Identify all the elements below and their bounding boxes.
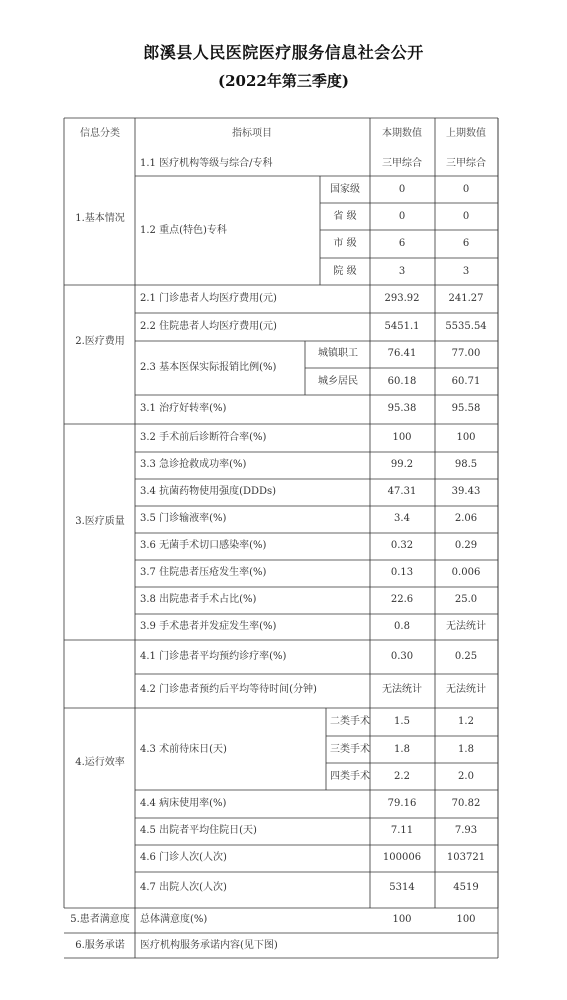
value-previous: 100 (456, 914, 476, 925)
item-3-2: 3.2 手术前后诊断符合率(%) (140, 432, 267, 443)
value-previous: 2.06 (454, 513, 478, 524)
value-current: 293.92 (384, 293, 420, 304)
value-previous: 无法统计 (446, 621, 486, 632)
value-previous: 0.29 (454, 540, 478, 551)
item-5: 总体满意度(%) (140, 914, 208, 925)
item-3-6: 3.6 无菌手术切口感染率(%) (140, 540, 267, 551)
item-4-1: 4.1 门诊患者平均预约诊疗率(%) (140, 651, 287, 662)
sub-label: 城乡居民 (318, 376, 358, 387)
value-previous: 100 (456, 432, 476, 443)
category-efficiency: 4.运行效率 (75, 757, 125, 768)
header-item: 指标项目 (232, 128, 272, 139)
item-3-5: 3.5 门诊输液率(%) (140, 513, 227, 524)
value-current: 100 (392, 432, 412, 443)
header-previous: 上期数值 (446, 128, 486, 139)
value-current: 1.5 (394, 716, 410, 727)
value-current: 0.13 (390, 567, 414, 578)
category-basic: 1.基本情况 (75, 213, 125, 224)
value-current: 47.31 (387, 486, 417, 497)
value-current: 1.8 (394, 744, 410, 755)
value-current: 95.38 (387, 403, 417, 414)
value-previous: 4519 (453, 882, 479, 893)
page-title: 郎溪县人民医院医疗服务信息社会公开 (143, 43, 424, 62)
category-commitment: 6.服务承诺 (75, 940, 125, 951)
item-4-2: 4.2 门诊患者预约后平均等待时间(分钟) (140, 684, 317, 695)
value-previous: 25.0 (454, 594, 478, 605)
value-previous: 无法统计 (446, 684, 486, 695)
value-current: 79.16 (387, 798, 417, 809)
item-2-2: 2.2 住院患者人均医疗费用(元) (140, 321, 277, 332)
value-current: 3.4 (394, 513, 410, 524)
category-cost: 2.医疗费用 (75, 336, 125, 347)
header-category: 信息分类 (80, 128, 120, 139)
sub-label: 城镇职工 (318, 348, 358, 359)
sub-label: 三类手术 (330, 744, 370, 755)
value-previous: 6 (462, 238, 470, 249)
page-subtitle: (2022年第三季度) (218, 72, 349, 90)
item-4-5: 4.5 出院者平均住院日(天) (140, 825, 257, 836)
value-current: 2.2 (394, 771, 410, 782)
value-current: 0 (398, 184, 406, 195)
sub-label: 市 级 (333, 238, 357, 249)
value-current: 0.30 (390, 651, 414, 662)
value-current: 7.11 (390, 825, 414, 836)
sub-label: 院 级 (333, 266, 357, 277)
item-6: 医疗机构服务承诺内容(见下图) (140, 940, 278, 951)
value-current: 60.18 (387, 376, 417, 387)
item-1-2: 1.2 重点(特色)专科 (140, 225, 227, 236)
value-previous: 95.58 (451, 403, 481, 414)
value-current: 100006 (382, 852, 422, 863)
value-current: 99.2 (390, 459, 414, 470)
category-quality: 3.医疗质量 (75, 516, 125, 527)
value-current: 100 (392, 914, 412, 925)
item-3-7: 3.7 住院患者压疮发生率(%) (140, 567, 267, 578)
value-previous: 3 (462, 266, 470, 277)
value-previous: 39.43 (451, 486, 481, 497)
value-current: 6 (398, 238, 406, 249)
sub-label: 四类手术 (330, 771, 370, 782)
item-3-1: 3.1 治疗好转率(%) (140, 403, 227, 414)
previous-grade: 三甲综合 (446, 158, 486, 169)
value-previous: 60.71 (451, 376, 481, 387)
value-current: 22.6 (390, 594, 414, 605)
current-grade: 三甲综合 (382, 158, 422, 169)
value-previous: 2.0 (458, 771, 474, 782)
value-previous: 0.006 (451, 567, 481, 578)
value-previous: 0 (462, 211, 470, 222)
value-current: 0 (398, 211, 406, 222)
value-previous: 0.25 (454, 651, 478, 662)
value-previous: 1.2 (458, 716, 474, 727)
value-current: 0.8 (394, 621, 410, 632)
value-previous: 241.27 (448, 293, 484, 304)
item-1-1: 1.1 医疗机构等级与综合/专科 (140, 158, 273, 169)
value-current: 无法统计 (382, 684, 422, 695)
sub-label: 国家级 (330, 184, 360, 195)
value-previous: 0 (462, 184, 470, 195)
item-4-3: 4.3 术前待床日(天) (140, 744, 227, 755)
value-previous: 103721 (446, 852, 486, 863)
value-current: 3 (398, 266, 406, 277)
item-3-8: 3.8 出院患者手术占比(%) (140, 594, 257, 605)
value-current: 76.41 (387, 348, 417, 359)
header-current: 本期数值 (382, 128, 422, 139)
value-previous: 98.5 (454, 459, 478, 470)
value-current: 5314 (389, 882, 415, 893)
item-4-6: 4.6 门诊人次(人次) (140, 852, 227, 863)
value-previous: 77.00 (451, 348, 481, 359)
category-satisfaction: 5.患者满意度 (70, 914, 130, 925)
item-3-4: 3.4 抗菌药物使用强度(DDDs) (140, 486, 277, 497)
value-current: 5451.1 (384, 321, 420, 332)
item-4-7: 4.7 出院人次(人次) (140, 882, 227, 893)
sub-label: 省 级 (333, 211, 357, 222)
value-previous: 70.82 (451, 798, 481, 809)
sub-label: 二类手术 (330, 716, 370, 727)
value-previous: 5535.54 (445, 321, 487, 332)
item-3-9: 3.9 手术患者并发症发生率(%) (140, 621, 277, 632)
item-3-3: 3.3 急诊抢救成功率(%) (140, 459, 247, 470)
item-4-4: 4.4 病床使用率(%) (140, 798, 227, 809)
item-2-3: 2.3 基本医保实际报销比例(%) (140, 362, 277, 373)
item-2-1: 2.1 门诊患者人均医疗费用(元) (140, 293, 277, 304)
value-current: 0.32 (390, 540, 414, 551)
value-previous: 7.93 (454, 825, 478, 836)
value-previous: 1.8 (458, 744, 474, 755)
